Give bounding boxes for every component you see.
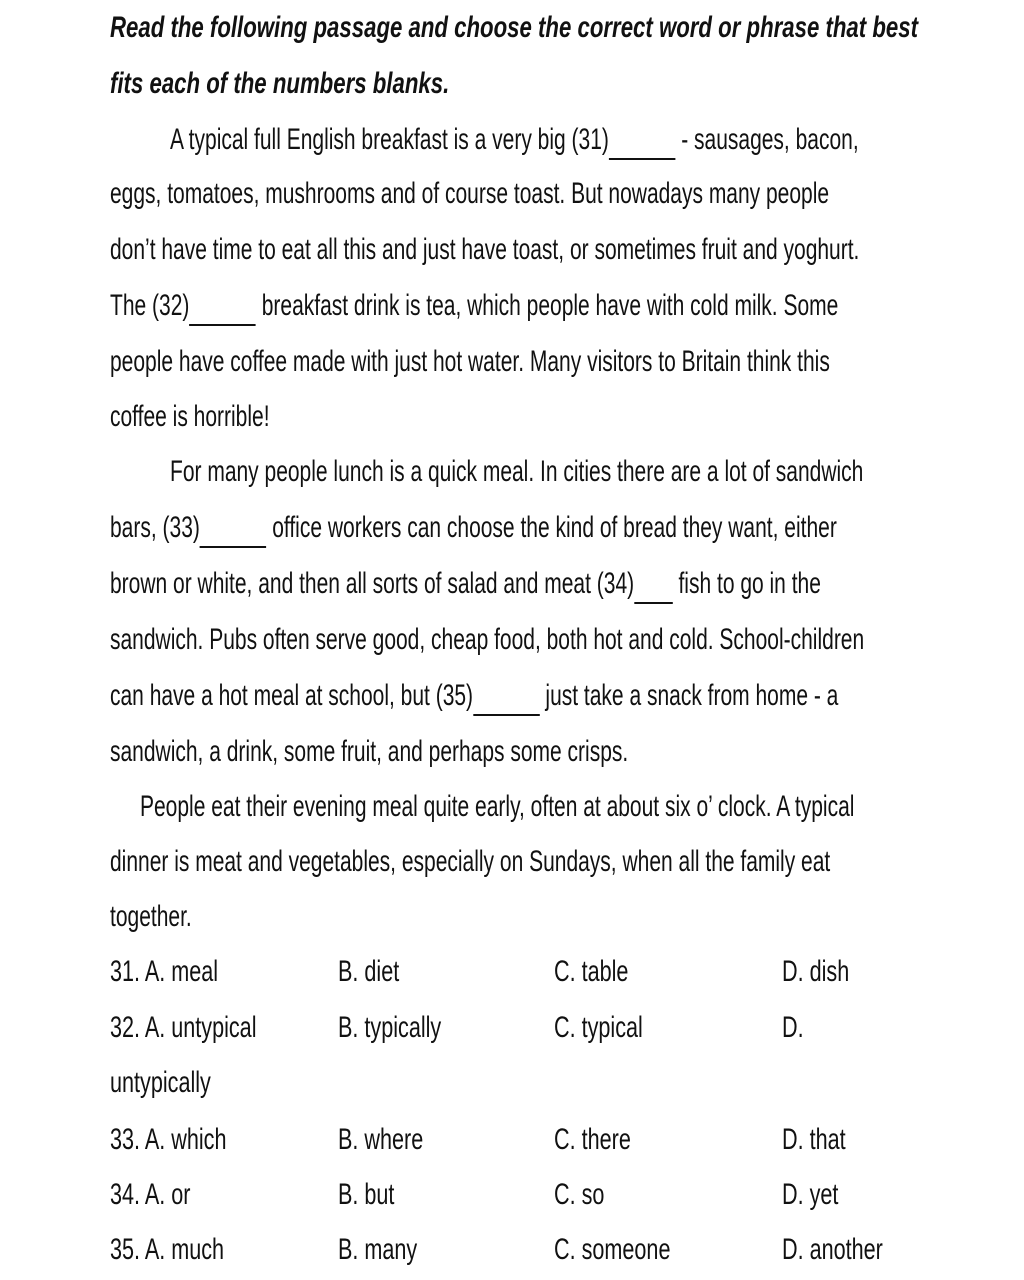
p2-line-2-text-b: office workers can choose the kind of bread they want, either [272,511,837,544]
p2-line-4: sandwich. Pubs often serve good, cheap food, both hot and cold. School-children [110,623,865,656]
p1-line-1 [170,120,859,160]
option-31-a[interactable]: 31. A. meal [110,955,219,988]
p2-line-5 [110,676,839,716]
option-31-c[interactable]: C. table [554,955,629,988]
p2-line-3 [110,564,821,604]
option-34-a[interactable]: 34. A. or [110,1178,191,1211]
instruction-line-1: Read the following passage and choose the correct word or phrase that best [110,11,918,44]
option-33-c[interactable]: C. there [554,1123,631,1156]
option-34-d[interactable]: D. yet [782,1178,839,1211]
p2-line-1: For many people lunch is a quick meal. In cities there are a lot of sandwich [170,455,864,488]
p1-line-4-text-a: The (32) [110,289,190,322]
p2-line-3-text-a: brown or white, and then all sorts of salad and meat (34) [110,567,635,600]
option-33-a[interactable]: 33. A. which [110,1123,227,1156]
option-35-b[interactable]: B. many [338,1233,418,1266]
p2-line-6: sandwich, a drink, some fruit, and perhaps some crisps. [110,735,629,768]
p2-line-2-text-a: bars, (33) [110,511,200,544]
option-35-d[interactable]: D. another [782,1233,883,1266]
p3-line-3: together. [110,900,192,933]
option-32-a[interactable]: 32. A. untypical [110,1011,257,1044]
p1-line-3: don’t have time to eat all this and just have toast, or sometimes fruit and yoghurt. [110,233,860,266]
blank-32 [189,294,255,326]
p1-line-5: people have coffee made with just hot water. Many visitors to Britain think this [110,345,830,378]
p1-line-1-text-b: - sausages, bacon, [681,123,859,156]
p1-line-1-text-a: A typical full English breakfast is a very big (31) [170,123,609,156]
p2-line-2 [110,508,837,548]
option-33-d[interactable]: D. that [782,1123,846,1156]
p1-line-2 [110,174,904,214]
blank-33 [200,516,266,548]
p3-line-2: dinner is meat and vegetables, especially on Sundays, when all the family eat [110,845,831,878]
option-32-d-continued[interactable]: untypically [110,1066,211,1099]
p2-line-3-text-b: fish to go in the [678,567,821,600]
p1-line-4 [110,286,839,326]
option-31-d[interactable]: D. dish [782,955,850,988]
p1-line-4-text-b: breakfast drink is tea, which people have with cold milk. Some [261,289,839,322]
p2-line-5-text-b: just take a snack from home - a [545,679,839,712]
option-31-b[interactable]: B. diet [338,955,400,988]
option-32-d[interactable]: D. [782,1011,804,1044]
option-33-b[interactable]: B. where [338,1123,424,1156]
p3-line-1: People eat their evening meal quite early, often at about six o’ clock. A typical [140,790,855,823]
p2-line-5-text-a: can have a hot meal at school, but (35) [110,679,474,712]
blank-31 [609,128,676,160]
option-34-b[interactable]: B. but [338,1178,395,1211]
option-34-c[interactable]: C. so [554,1178,605,1211]
blank-35 [473,684,539,716]
option-35-a[interactable]: 35. A. much [110,1233,225,1266]
option-32-b[interactable]: B. typically [338,1011,442,1044]
instruction-line-2: fits each of the numbers blanks. [110,67,450,100]
p1-line-6: coffee is horrible! [110,400,270,433]
option-35-c[interactable]: C. someone [554,1233,671,1266]
p1-line-2-text: eggs, tomatoes, mushrooms and of course toast. But nowadays many people [110,177,830,210]
option-32-c[interactable]: C. typical [554,1011,643,1044]
blank-34 [634,572,673,604]
